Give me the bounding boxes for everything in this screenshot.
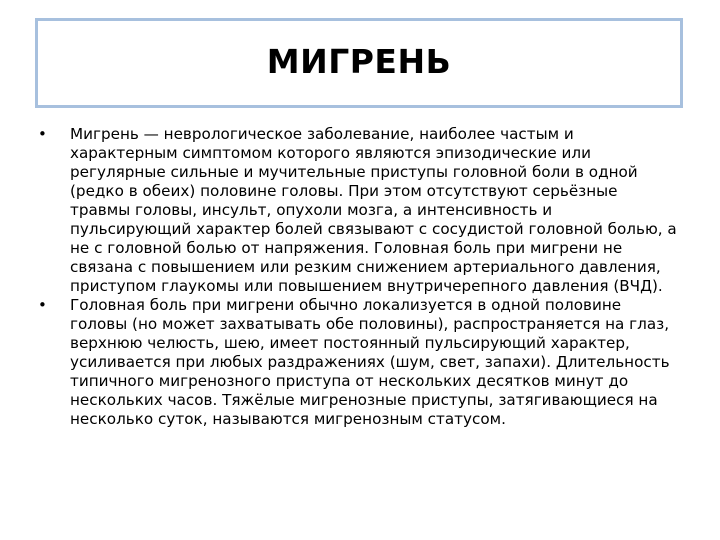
bullet-text: Головная боль при мигрени обычно локализуется в одной половине головы (но может захватывать обе половины), распространяется на глаз, верхнюю челюсть, шею, имеет постоянный пульсирующий характер, усиливается при любых раздражениях (шум, свет, запахи). Длительность типичного мигренозного приступа от нескольких десятков минут до нескольких часов. Тяжёлые мигренозные приступы, затягивающиеся на несколько суток, называются мигренозным статусом. bbox=[70, 296, 670, 428]
bullet-marker: • bbox=[38, 296, 47, 314]
bullet-list bbox=[38, 125, 678, 429]
bullet-item-1 bbox=[38, 125, 678, 296]
slide-title: МИГРЕНЬ bbox=[266, 41, 452, 81]
bullet-item-2 bbox=[38, 296, 678, 429]
bullet-text: Мигрень — неврологическое заболевание, наиболее частым и характерным симптомом которого являются эпизодические или регулярные сильные и мучительные приступы головной боли в одной (редко в обеих) половине головы. При этом отсутствуют серьёзные травмы головы, инсульт, опухоли мозга, а интенсивность и пульсирующий характер болей связывают с сосудистой головной болью, а не с головной болью от напряжения. Головная боль при мигрени не связана с повышением или резким снижением артериального давления, приступом глаукомы или повышением внутричерепного давления (ВЧД). bbox=[70, 125, 677, 295]
bullet-marker: • bbox=[38, 125, 47, 143]
title-box bbox=[35, 18, 683, 108]
